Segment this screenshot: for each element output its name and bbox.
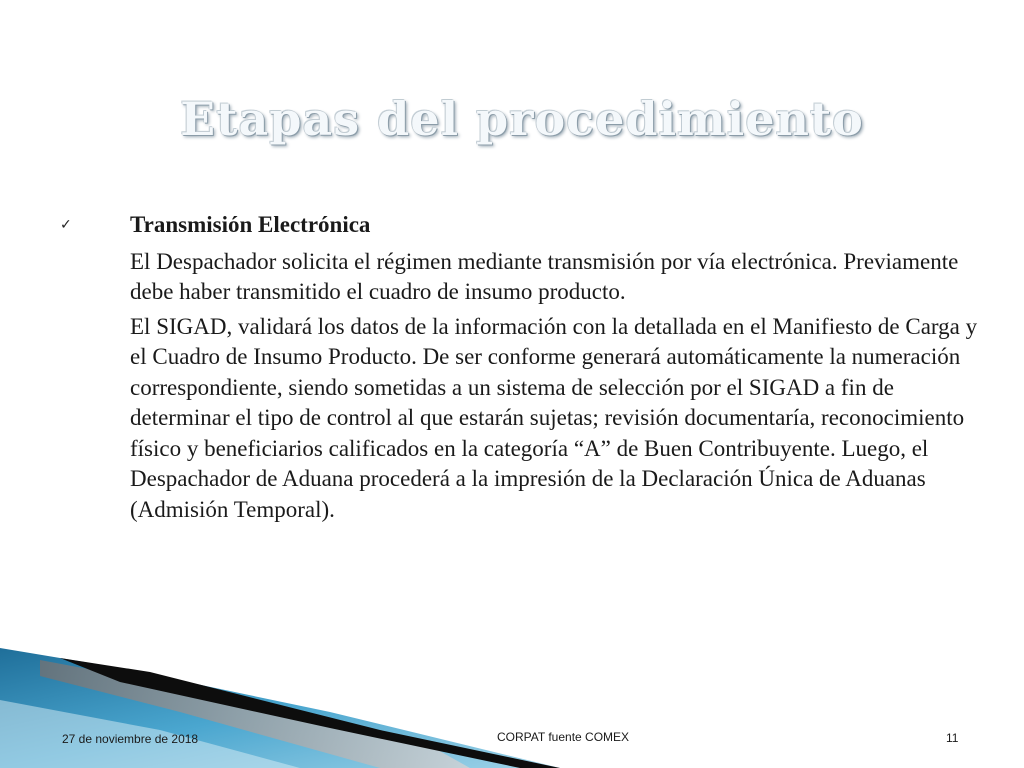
bullet-heading: Transmisión Electrónica [130, 212, 371, 237]
slide-number: 11 [946, 731, 959, 745]
slide-title: Etapas del procedimiento [180, 92, 864, 146]
footer-date: 27 de noviembre de 2018 [62, 732, 199, 746]
checkmark-icon: ✓ [60, 217, 72, 233]
footer-center-text: CORPAT fuente COMEX [497, 730, 630, 744]
paragraph-2: El SIGAD, validará los datos de la información con la detallada en el Manifiesto de Carga y el Cuadro de Insumo Producto. De ser conforme generará automáticamente la numeración correspondiente, siendo sometidas a un sistema de selección por el SIGAD a fin de determinar el tipo de control al que estarán sujetas; revisión documentaría, reconocimiento físico y beneficiarios calificados en la categoría “A” de Buen Contribuyente. Luego, el Despachador de Aduana procederá a la impresión de la Declaración Única de Aduanas (Admisión Temporal). [130, 313, 978, 522]
paragraph-1: El Despachador solicita el régimen mediante transmisión por vía electrónica. Previamente debe haber transmitido el cuadro de insumo producto. [130, 248, 959, 304]
